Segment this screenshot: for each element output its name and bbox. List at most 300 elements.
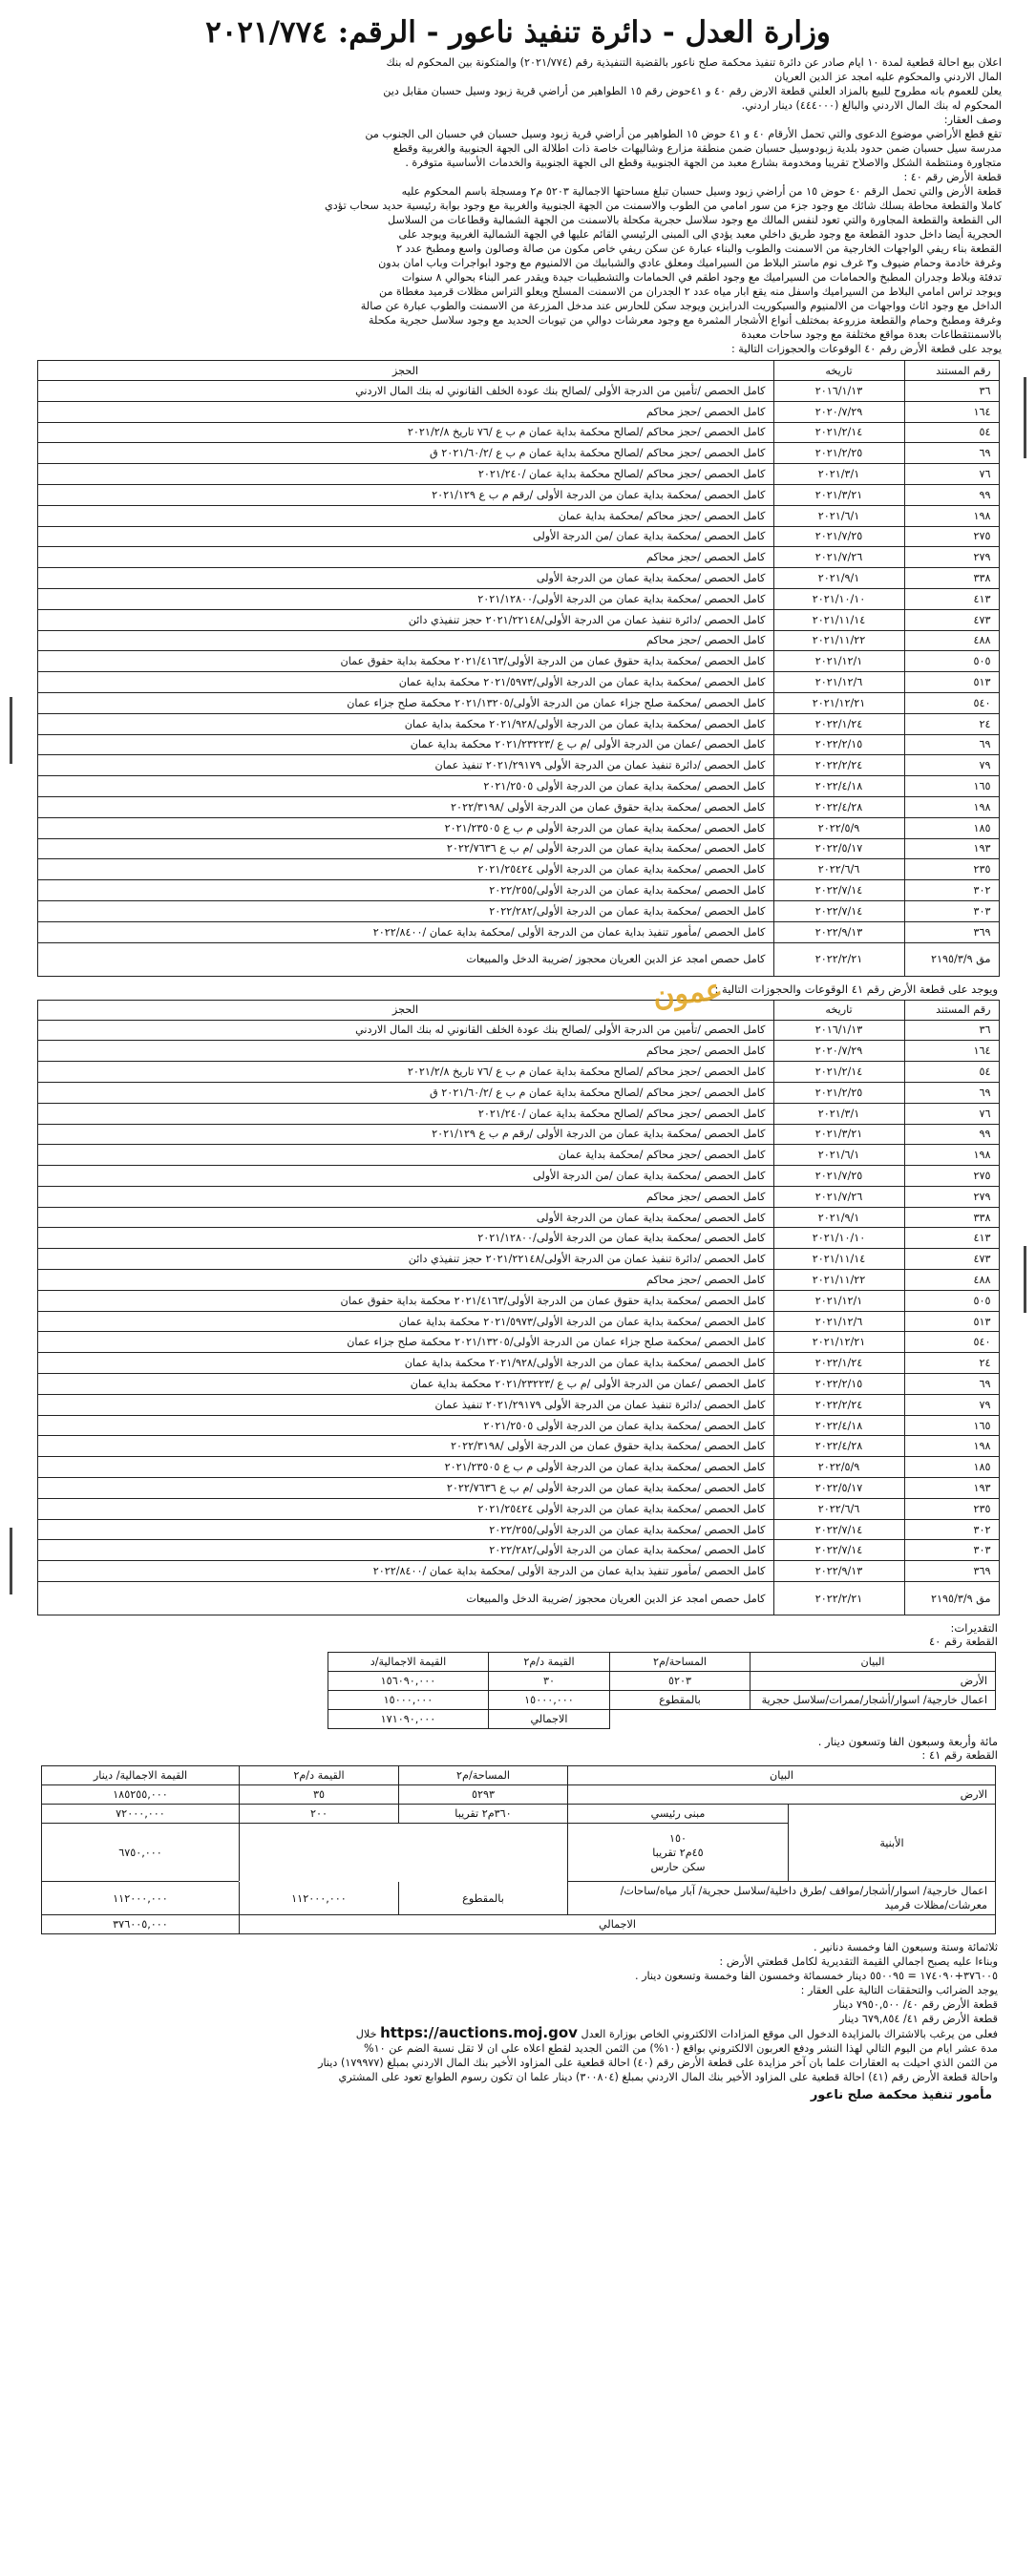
doc-number-cell: ٥١٣	[904, 1311, 999, 1332]
table-row	[37, 880, 999, 901]
date-cell: ٢٠٢٢/٥/١٧	[773, 1478, 904, 1499]
intro-line: وغرفة ومطبخ وحمام والقطعة مزروعة بمختلف أنواع الأشجار المثمرة مع وجود معرشات دوالي من تيوبات الحديد مع وجود سلاسل حجرية مكحلة	[369, 314, 1002, 327]
watermark-stamp: عمون	[651, 972, 725, 1014]
date-cell: ٢٠٢١/٢/٢٥	[773, 443, 904, 464]
seizure-cell: كامل الحصص /محكمة بداية عمان من الدرجة الأولى/٢٠٢١/١٢٨٠٠	[37, 1228, 773, 1249]
plot-40-label: القطعة رقم ٤٠	[928, 1635, 998, 1649]
doc-number-cell: ٧٦	[904, 464, 999, 485]
val-col-total: القيمة الاجمالية/د	[328, 1653, 489, 1672]
date-cell: ٢٠٢٢/٥/٩	[773, 1457, 904, 1478]
footer-text	[38, 1940, 998, 2026]
doc-number-cell: ٤٧٣	[904, 1249, 999, 1270]
intro-line: قطعة الأرض والتي تحمل الرقم ٤٠ حوض ١٥ من أراضي زبود وسيل حسبان تبلغ مساحتها الاجمالية ٥٢٠٣ م٢ ومسجلة باسم المحكوم عليه	[401, 185, 1002, 198]
doc-number-cell: ٦٩	[904, 734, 999, 755]
doc-number-cell: ٣٦	[904, 381, 999, 402]
date-cell: ٢٠٢١/٢/١٤	[773, 1062, 904, 1083]
date-cell: ٢٠٢٢/٥/١٧	[773, 838, 904, 859]
date-cell: ٢٠٢٢/٢/١٥	[773, 1374, 904, 1395]
val-item: اعمال خارجية/ اسوار/أشجار/مواقف /طرق داخلية/سلاسل حجرية/ آبار مياه/ساحات/ معرشات/مظلات قرميد	[568, 1882, 996, 1915]
val-col-unit-price: القيمة د/م٢	[489, 1653, 610, 1672]
val-total-label: الاجمالي	[489, 1710, 610, 1729]
table-row	[37, 1145, 999, 1166]
val-total-value: ١٧١٠٩٠,٠٠٠	[328, 1710, 489, 1729]
valuation-row-works	[42, 1882, 996, 1915]
doc-number-cell: ٤٨٨	[904, 630, 999, 651]
seizure-cell: كامل الحصص /حجز محاكم /محكمة بداية عمان	[37, 505, 773, 526]
page-edge-mark	[10, 697, 12, 764]
table-row	[37, 1124, 999, 1145]
table-row	[37, 1228, 999, 1249]
doc-number-cell: ١٦٥	[904, 776, 999, 797]
doc-number-cell: ٥١٣	[904, 672, 999, 693]
table-row	[37, 484, 999, 505]
table-row	[37, 547, 999, 568]
intro-line: متجاورة ومنتظمة الشكل والاصلاح تقريبا ومخدومة بشارع معبد من الجهة الجنوبية وقطع الى الجهة الجنوبية والخدمات الأساسية متوفرة .	[405, 157, 1002, 169]
seizure-cell: كامل الحصص /حجز محاكم /محكمة بداية عمان	[37, 1145, 773, 1166]
date-cell: ٢٠٢١/٣/٢١	[773, 1124, 904, 1145]
date-cell: ٢٠٢٢/١/٢٤	[773, 1353, 904, 1374]
seizure-cell: كامل الحصص /محكمة بداية عمان من الدرجة الأولى ٢٠٢١/٢٥٠٥	[37, 776, 773, 797]
valuation-row-land	[328, 1672, 996, 1691]
date-cell: ٢٠٢٢/٧/١٤	[773, 1540, 904, 1561]
intro-line: يعلن للعموم بانه مطروح للبيع بالمزاد العلني قطعة الارض رقم ٤٠ و ٤١حوض رقم ١٥ الطواهير من أراضي قرية زبود وسيل حسبان مقابل دين	[383, 85, 1002, 97]
col-date: تاريخه	[773, 361, 904, 381]
val-total-value: ٣٧٦٠٠٥,٠٠٠	[42, 1915, 240, 1934]
doc-number-cell: ٥٤٠	[904, 692, 999, 713]
doc-number-cell: ٤١٣	[904, 1228, 999, 1249]
doc-number-cell: ٢٣٥	[904, 1498, 999, 1519]
date-cell: ٢٠٢١/١٢/٦	[773, 672, 904, 693]
seizure-cell: كامل الحصص /محكمة بداية عمان من الدرجة الأولى/٢٠٢٢/٢٨٢	[37, 1540, 773, 1561]
doc-number-cell: ٢٧٩	[904, 1186, 999, 1207]
seizure-cell: كامل الحصص /حجز محاكم	[37, 547, 773, 568]
date-cell: ٢٠٢٢/٦/٦	[773, 1498, 904, 1519]
val-col-area: المساحة/م٢	[610, 1653, 751, 1672]
auction-instructions	[38, 2026, 998, 2084]
date-cell: ٢٠٢١/١٢/١	[773, 1290, 904, 1311]
valuation-label: التقديرات:	[950, 1621, 998, 1636]
val-guard-price: ١٥٠	[668, 1831, 687, 1845]
date-cell: ٢٠٢٢/٢/٢١	[773, 942, 904, 976]
val-unit-price: ٢٠٠	[240, 1805, 399, 1824]
val-area: ٣٦٠م٢ تقريبا	[399, 1805, 568, 1824]
doc-number-cell: ٣٦٩	[904, 1561, 999, 1582]
doc-number-cell: ١٩٨	[904, 1145, 999, 1166]
doc-number-cell: ٣٣٨	[904, 1207, 999, 1228]
doc-number-cell: ٣٠٢	[904, 1519, 999, 1540]
date-cell: ٢٠٢١/١٢/٢١	[773, 692, 904, 713]
intro-line: الحجرية أيضا داخل حدود القطعة مع وجود طريق داخلي معبد يؤدي الى المبنى الرئيسي القائم عليها في الجهة الشمالية الغربية ويوجد على	[398, 228, 1002, 241]
date-cell: ٢٠٢١/١٢/٦	[773, 1311, 904, 1332]
table-row	[37, 464, 999, 485]
doc-number-cell: ١٨٥	[904, 817, 999, 838]
table-row	[37, 1415, 999, 1436]
valuation-row-total	[42, 1915, 996, 1934]
seizure-cell: كامل الحصص /حجز محاكم	[37, 1270, 773, 1291]
date-cell: ٢٠٢١/٦/١	[773, 505, 904, 526]
table-row	[37, 776, 999, 797]
date-cell: ٢٠٢١/١٠/١٠	[773, 1228, 904, 1249]
intro-line: ويوجد تراس امامي البلاط من السيراميك واسفل منه يقع ابار مياه عدد ٢ الجدران من الاسمنت المسلح ويعلو التراس مظلات قرميد مغطاة من	[378, 285, 1002, 298]
date-cell: ٢٠٢١/١٢/٢١	[773, 1332, 904, 1353]
table-header-row	[37, 1000, 999, 1020]
seizure-cell: كامل الحصص /حجز محاكم	[37, 1041, 773, 1062]
val-unit-price: ١١٢٠٠٠,٠٠٠	[240, 1882, 399, 1915]
seizure-cell: كامل الحصص /عمان من الدرجة الأولى /م ب ع /٢٠٢١/٢٣٢٢٣ محكمة بداية عمان	[37, 1374, 773, 1395]
table-row	[37, 692, 999, 713]
seizure-cell: كامل الحصص /محكمة بداية عمان من الدرجة الأولى /م ب ع ٢٠٢٢/٧٦٣٦	[37, 1478, 773, 1499]
plot-41-label: القطعة رقم ٤١ :	[921, 1748, 998, 1763]
val-item: الارض	[568, 1785, 996, 1805]
intro-line: الى القطعة والقطعة المجاورة والتي تعود لنفس المالك مع وجود سلاسل حجرية مكحلة بالاسمنت من الجهة الشمالية وقطاعات من السلاسل	[387, 214, 1002, 226]
seizure-cell: كامل الحصص /محكمة بداية عمان من الدرجة الأولى /رقم م ب ع ٢٠٢١/١٢٩	[37, 484, 773, 505]
table-row	[37, 1540, 999, 1561]
footer-line: قطعة الأرض رقم ٤٠/ ٧٩٥٠,٥٠٠ دينار	[833, 1998, 998, 2012]
doc-number-cell: ٢٧٩	[904, 547, 999, 568]
table-row	[37, 1332, 999, 1353]
seizure-cell: كامل الحصص /حجز محاكم	[37, 401, 773, 422]
doc-number-cell: ٣٦	[904, 1020, 999, 1041]
seizure-cell: كامل الحصص /حجز محاكم /لصالح محكمة بداية عمان م ب ع /٧٦ تاريخ ٢٠٢١/٢/٨	[37, 1062, 773, 1083]
footer-line: وبناءا عليه يصبح اجمالي القيمة التقديرية لكامل قطعتي الأرض :	[719, 1955, 998, 1969]
val-area: ٥٢٠٣	[610, 1672, 751, 1691]
page-title: وزارة العدل - دائرة تنفيذ ناعور - الرقم: ٢٠٢١/٧٧٤	[205, 15, 831, 50]
table-row	[37, 796, 999, 817]
date-cell: ٢٠٢٢/٤/٢٨	[773, 796, 904, 817]
table-row	[37, 942, 999, 976]
intro-text	[34, 55, 1002, 356]
footer-line: ثلاثمائة وستة وسبعون الفا وخمسة دنانير .	[814, 1941, 998, 1954]
valuation-row-works	[328, 1691, 996, 1710]
table-row	[37, 568, 999, 589]
doc-number-cell: ٥٠٥	[904, 1290, 999, 1311]
date-cell: ٢٠٢١/٣/١	[773, 464, 904, 485]
seizure-cell: كامل الحصص /حجز محاكم /لصالح محكمة بداية عمان /٢٠٢١/٢٤٠	[37, 464, 773, 485]
table-row	[37, 921, 999, 942]
intro-line: المحكوم له بنك المال الاردني والبالغ (٤٤٤٠٠٠) دينار اردني.	[741, 99, 1002, 112]
doc-number-cell: ٣٣٨	[904, 568, 999, 589]
table-row	[37, 1457, 999, 1478]
date-cell: ٢٠٢١/٣/٢١	[773, 484, 904, 505]
encumbrances-table-plot-41	[37, 1000, 1000, 1616]
valuation-table-plot-40	[328, 1652, 996, 1729]
table-row	[37, 1582, 999, 1615]
seizure-cell: كامل الحصص /محكمة بداية عمان من الدرجة الأولى م ب ع ٢٠٢١/٢٣٥٠٥	[37, 817, 773, 838]
doc-number-cell: ١٦٤	[904, 401, 999, 422]
date-cell: ٢٠٢١/٣/١	[773, 1103, 904, 1124]
val-unit-price: ٣٥	[240, 1785, 399, 1805]
footer-line: قطعة الأرض رقم ٤١/ ٦٧٩,٨٥٤ دينار	[838, 2013, 998, 2026]
intro-line: المال الاردني والمحكوم عليه امجد عز الدين العريان	[774, 71, 1002, 83]
doc-number-cell: ١٩٨	[904, 1436, 999, 1457]
auction-line: واحالة قطعة الأرض رقم (٤١) احالة قطعية على المزاود الأخير بنك المال الاردني بمبلغ (٣٠٠٨٠٤) دينار علما ان تكون رسوم الطوابع تعود على المشتري	[338, 2071, 998, 2084]
seizure-cell: كامل الحصص /دائرة تنفيذ عمان من الدرجة الأولى/٢٠٢١/٢٢١٤٨ حجز تنفيذي دائن	[37, 609, 773, 630]
val-col-item: البيان	[568, 1766, 996, 1785]
valuation-row-main-building	[42, 1805, 996, 1824]
intro-line: وغرفة خادمة وحمام ضيوف و٣ غرف نوم ماستر البلاط من السيراميك ومعلق عادي والشبابيك من الالمنيوم مع وجود ابواجرات وباب امان بدون	[378, 257, 1002, 269]
val-guard-desc	[568, 1824, 789, 1882]
table-row	[37, 1519, 999, 1540]
footer-line: يوجد الضرائب والتحققات التالية على العقار :	[800, 1984, 998, 1997]
seizure-cell: كامل الحصص /محكمة بداية عمان من الدرجة الأولى	[37, 1207, 773, 1228]
date-cell: ٢٠٢٢/٩/١٣	[773, 921, 904, 942]
date-cell: ٢٠٢٢/٢/٢٤	[773, 1394, 904, 1415]
doc-number-cell: ١٦٤	[904, 1041, 999, 1062]
table-row	[37, 713, 999, 734]
doc-number-cell: ٤١٣	[904, 588, 999, 609]
date-cell: ٢٠٢٢/٧/١٤	[773, 1519, 904, 1540]
doc-number-cell: ١٩٨	[904, 796, 999, 817]
seizure-cell: كامل الحصص /تأمين من الدرجة الأولى /لصالح بنك عودة الخلف القانوني له بنك المال الاردني	[37, 1020, 773, 1041]
seizure-cell: كامل الحصص /تأمين من الدرجة الأولى /لصالح بنك عودة الخلف القانوني له بنك المال الاردني	[37, 381, 773, 402]
val-item: اعمال خارجية/ اسوار/أشجار/ممرات/سلاسل حجرية	[751, 1691, 996, 1710]
seizure-cell: كامل الحصص /محكمة بداية عمان من الدرجة الأولى	[37, 568, 773, 589]
val-total: ١٨٥٢٥٥,٠٠٠	[42, 1785, 240, 1805]
val-col-unit-price: القيمة د/م٢	[240, 1766, 399, 1785]
date-cell: ٢٠١٦/١/١٣	[773, 1020, 904, 1041]
intro-line: القطعة بناء ريفي الواجهات الخارجية من الاسمنت والطوب والبناء عبارة عن سكن ريفي خاص مكون من صالة وصالون واسع ومطبخ عدد ٢	[396, 243, 1002, 255]
doc-number-cell: ٢٧٥	[904, 526, 999, 547]
seizure-cell: كامل الحصص /دائرة تنفيذ عمان من الدرجة الأولى ٢٠٢١/٢٩١٧٩ تنفيذ عمان	[37, 755, 773, 776]
date-cell: ٢٠٢٢/٢/١٥	[773, 734, 904, 755]
val-total-label: الاجمالي	[240, 1915, 996, 1934]
table-row	[37, 1311, 999, 1332]
doc-number-cell: ٥٤٠	[904, 1332, 999, 1353]
table-row	[37, 1436, 999, 1457]
date-cell: ٢٠٢١/٧/٢٦	[773, 547, 904, 568]
table-row	[37, 1103, 999, 1124]
page-edge-mark	[1024, 1246, 1026, 1313]
date-cell: ٢٠٢١/٦/١	[773, 1145, 904, 1166]
doc-number-cell: ٤٨٨	[904, 1270, 999, 1291]
intro-line: اعلان بيع احالة قطعية لمدة ١٠ ايام صادر عن دائرة تنفيذ محكمة صلح ناعور بالقضية التنفيذية رقم (٢٠٢١/٧٧٤) والمتكونة بين المحكوم له بنك	[386, 56, 1002, 69]
announcement-page	[27, 0, 1009, 2102]
doc-number-cell: ٢٣٥	[904, 859, 999, 880]
val-col-area: المساحة/م٢	[399, 1766, 568, 1785]
seizure-cell: كامل الحصص /محكمة بداية عمان من الدرجة الأولى ٢٠٢١/٢٥٤٢٤	[37, 1498, 773, 1519]
seizure-cell: كامل الحصص /محكمة بداية عمان /من الدرجة الأولى	[37, 526, 773, 547]
table-row	[37, 1207, 999, 1228]
page-edge-mark	[10, 1528, 12, 1594]
table-row	[37, 422, 999, 443]
table-row	[37, 755, 999, 776]
intro-line: تدفئة وبلاط وجدران المطبخ والحمامات من السيراميك مع وجود اطقم في الحمامات والتشطيبات جيدة ويقدر عمر البناء بحوالي ٨ سنوات	[401, 271, 1002, 284]
date-cell: ٢٠٢١/١١/٢٢	[773, 1270, 904, 1291]
date-cell: ٢٠٢٠/٧/٢٩	[773, 401, 904, 422]
seizure-cell: كامل حصص امجد عز الدين العريان محجوز /ضريبة الدخل والمبيعات	[37, 1582, 773, 1615]
table-row	[37, 859, 999, 880]
seizure-cell: كامل الحصص /مأمور تنفيذ بداية عمان من الدرجة الأولى /محكمة بداية عمان /٢٠٢٢/٨٤٠٠	[37, 921, 773, 942]
seizure-cell: كامل الحصص /محكمة بداية عمان من الدرجة الأولى ٢٠٢١/٢٥٠٥	[37, 1415, 773, 1436]
doc-number-cell: ١٦٥	[904, 1415, 999, 1436]
date-cell: ٢٠٢١/٢/١٤	[773, 422, 904, 443]
seizure-cell: كامل الحصص /حجز محاكم /لصالح محكمة بداية عمان م ب ع /٧٦ تاريخ ٢٠٢١/٢/٨	[37, 422, 773, 443]
seizure-cell: كامل الحصص /حجز محاكم /لصالح محكمة بداية عمان م ب ع /٢٠٢١/٦٠/٢ ق	[37, 443, 773, 464]
table-row	[37, 1062, 999, 1083]
seizure-cell: كامل الحصص /دائرة تنفيذ عمان من الدرجة الأولى/٢٠٢١/٢٢١٤٨ حجز تنفيذي دائن	[37, 1249, 773, 1270]
seizure-cell: كامل الحصص /محكمة صلح جزاء عمان من الدرجة الأولى/٢٠٢١/١٣٢٠٥ محكمة صلح جزاء عمان	[37, 1332, 773, 1353]
valuation-header-row	[328, 1653, 996, 1672]
valuation-row-land	[42, 1785, 996, 1805]
date-cell: ٢٠٢٠/٧/٢٩	[773, 1041, 904, 1062]
table-row	[37, 401, 999, 422]
val-buildings-group: الأبنية	[789, 1805, 996, 1882]
doc-number-cell: ٦٩	[904, 1082, 999, 1103]
table-row	[37, 838, 999, 859]
seizure-cell: كامل الحصص /محكمة بداية حقوق عمان من الدرجة الأولى/٢٠٢١/٤١٦٣ محكمة بداية حقوق عمان	[37, 1290, 773, 1311]
table-row	[37, 588, 999, 609]
doc-number-cell: ٧٦	[904, 1103, 999, 1124]
table-row	[37, 651, 999, 672]
valuation-header-row	[42, 1766, 996, 1785]
plot-40-total-words: مائة وأربعة وسبعون الفا وتسعون دينار .	[817, 1735, 998, 1749]
date-cell: ٢٠٢١/١١/١٤	[773, 1249, 904, 1270]
page-edge-mark	[1024, 377, 1026, 458]
seizure-cell: كامل الحصص /محكمة بداية عمان من الدرجة الأولى/٢٠٢٢/٢٥٥	[37, 880, 773, 901]
doc-number-cell: ٧٩	[904, 755, 999, 776]
doc-number-cell: ٣٦٩	[904, 921, 999, 942]
doc-number-cell: ٩٩	[904, 484, 999, 505]
val-item: الأرض	[751, 1672, 996, 1691]
doc-number-cell: ٥٤	[904, 1062, 999, 1083]
val-total: ٦٧٥٠,٠٠٠	[42, 1824, 240, 1882]
date-cell: ٢٠٢٢/٤/١٨	[773, 776, 904, 797]
doc-number-cell: ٤٧٣	[904, 609, 999, 630]
table-row	[37, 1498, 999, 1519]
seizure-cell: كامل الحصص /حجز محاكم /لصالح محكمة بداية عمان /٢٠٢١/٢٤٠	[37, 1103, 773, 1124]
seizure-cell: كامل الحصص /محكمة بداية عمان من الدرجة الأولى/٢٠٢١/٩٢٨ محكمة بداية عمان	[37, 1353, 773, 1374]
doc-number-cell: مق ٢١٩٥/٣/٩	[904, 1582, 999, 1615]
seizure-cell: كامل حصص امجد عز الدين العريان محجوز /ضريبة الدخل والمبيعات	[37, 942, 773, 976]
doc-number-cell: ٣٠٣	[904, 900, 999, 921]
date-cell: ٢٠٢٢/٤/٢٨	[773, 1436, 904, 1457]
doc-number-cell: ٢٤	[904, 713, 999, 734]
intro-line: تقع قطع الأراضي موضوع الدعوى والتي تحمل الأرقام ٤٠ و ٤١ حوض ١٥ الطواهير من أراضي قرية زبود وسيل حسبان في حسبان الى الجنوب من	[365, 128, 1002, 140]
table-row	[37, 1374, 999, 1395]
doc-number-cell: ٦٩	[904, 443, 999, 464]
section-label-plot-41: ويوجد على قطعة الأرض رقم ٤١ الوقوعات والحجوزات التالية :	[714, 982, 998, 996]
date-cell: ٢٠٢٢/١/٢٤	[773, 713, 904, 734]
auction-url-link[interactable]: https://auctions.moj.gov	[380, 2024, 578, 2042]
val-col-total: القيمة الاجمالية/ دينار	[42, 1766, 240, 1785]
val-area: ٥٢٩٣	[399, 1785, 568, 1805]
date-cell: ٢٠٢٢/٦/٦	[773, 859, 904, 880]
table-row	[37, 443, 999, 464]
table-row	[37, 1478, 999, 1499]
date-cell: ٢٠١٦/١/١٣	[773, 381, 904, 402]
auction-line: مدة عشر ايام من اليوم التالي لهذا النشر ودفع العربون الالكتروني بواقع (١٠%) من الثمن الجديد لقطع اعلاه على ان لا تقل نسبة الضم عن ١٠%	[364, 2042, 998, 2056]
table-row	[37, 900, 999, 921]
date-cell: ٢٠٢١/٢/٢٥	[773, 1082, 904, 1103]
table-row	[37, 1020, 999, 1041]
table-row	[37, 1353, 999, 1374]
doc-number-cell: ٣٠٣	[904, 1540, 999, 1561]
seizure-cell: كامل الحصص /حجز محاكم	[37, 1186, 773, 1207]
seizure-cell: كامل الحصص /حجز محاكم /لصالح محكمة بداية عمان م ب ع /٢٠٢١/٦٠/٢ ق	[37, 1082, 773, 1103]
date-cell: ٢٠٢١/٧/٢٥	[773, 526, 904, 547]
auction-line	[38, 2026, 998, 2041]
seizure-cell: كامل الحصص /محكمة صلح جزاء عمان من الدرجة الأولى/٢٠٢١/١٣٢٠٥ محكمة صلح جزاء عمان	[37, 692, 773, 713]
table-row	[37, 1394, 999, 1415]
val-item: مبنى رئيسي	[568, 1805, 789, 1824]
doc-number-cell: ٦٩	[904, 1374, 999, 1395]
date-cell: ٢٠٢١/٩/١	[773, 1207, 904, 1228]
doc-number-cell: ١٩٣	[904, 1478, 999, 1499]
intro-line: الداخل مع وجود اثاث وواجهات من الالمنيوم والسيكوريت الدرابزين ويوجد سكن للحارس عند مدخل المزرعة من الاسمنت والطوب عبارة عن صالة	[360, 300, 1002, 312]
valuation-row-total	[328, 1710, 996, 1729]
val-unit-price: ٣٠	[489, 1672, 610, 1691]
table-row	[37, 734, 999, 755]
encumbrances-table-plot-40	[37, 360, 1000, 977]
seizure-cell: كامل الحصص /محكمة بداية عمان من الدرجة الأولى/٢٠٢٢/٢٨٢	[37, 900, 773, 921]
date-cell: ٢٠٢٢/٧/١٤	[773, 900, 904, 921]
seizure-cell: كامل الحصص /عمان من الدرجة الأولى /م ب ع /٢٠٢١/٢٣٢٢٣ محكمة بداية عمان	[37, 734, 773, 755]
val-area: بالمقطوع	[399, 1882, 568, 1915]
doc-number-cell: ٩٩	[904, 1124, 999, 1145]
intro-line: مدرسة سيل حسبان ضمن حدود بلدية زبودوسيل حسبان ضمن منطقة مزارع وشاليهات خاصة ذات اطلالة الى الجهة الجنوبية والغربية وقطع	[392, 142, 1002, 155]
auction-within: خلال	[355, 2028, 377, 2041]
intro-line: بالاسمنتقطاعات بعدة مواقع مختلفة مع وجود ساحات معبدة	[741, 328, 1002, 341]
val-guard-area: ٤٥م٢ تقريبا	[652, 1846, 704, 1859]
table-row	[37, 1082, 999, 1103]
seizure-cell: كامل الحصص /محكمة بداية حقوق عمان من الدرجة الأولى /٢٠٢٢/٣١٩٨	[37, 1436, 773, 1457]
date-cell: ٢٠٢٢/٥/٩	[773, 817, 904, 838]
seizure-cell: كامل الحصص /محكمة بداية عمان من الدرجة الأولى/٢٠٢١/٥٩٧٣ محكمة بداية عمان	[37, 1311, 773, 1332]
table-row	[37, 526, 999, 547]
seizure-cell: كامل الحصص /محكمة بداية حقوق عمان من الدرجة الأولى /٢٠٢٢/٣١٩٨	[37, 796, 773, 817]
date-cell: ٢٠٢١/١١/٢٢	[773, 630, 904, 651]
date-cell: ٢٠٢١/٧/٢٥	[773, 1166, 904, 1187]
date-cell: ٢٠٢١/٧/٢٦	[773, 1186, 904, 1207]
seizure-cell: كامل الحصص /محكمة بداية عمان /من الدرجة الأولى	[37, 1166, 773, 1187]
col-seizure: الحجز	[37, 1000, 773, 1020]
val-total: ٧٢٠٠٠,٠٠٠	[42, 1805, 240, 1824]
seizure-cell: كامل الحصص /محكمة بداية عمان من الدرجة الأولى/٢٠٢٢/٢٥٥	[37, 1519, 773, 1540]
doc-number-cell: ٧٩	[904, 1394, 999, 1415]
table-row	[37, 1290, 999, 1311]
seizure-cell: كامل الحصص /محكمة بداية عمان من الدرجة الأولى/٢٠٢١/٥٩٧٣ محكمة بداية عمان	[37, 672, 773, 693]
seizure-cell: كامل الحصص /محكمة بداية عمان من الدرجة الأولى /م ب ع ٢٠٢٢/٧٦٣٦	[37, 838, 773, 859]
table-header-row	[37, 361, 999, 381]
intro-line: كاملا والقطعة محاطة بسلك شائك مع وجود جزء من سور امامي من الطوب والاسمنت من الجهة الجنوبية والغربية مع وجود بوابة رئيسية حديد سحاب تؤدي	[325, 200, 1002, 212]
col-doc-number: رقم المستند	[904, 1000, 999, 1020]
val-unit-price: ١٥٠٠٠,٠٠٠	[489, 1691, 610, 1710]
table-row	[37, 1186, 999, 1207]
auction-intro: فعلى من يرغب بالاشتراك بالمزايدة الدخول الى موقع المزادات الالكتروني الخاص بوزارة العدل	[581, 2028, 998, 2041]
intro-line: يوجد على قطعة الأرض رقم ٤٠ الوقوعات والحجوزات التالية :	[730, 343, 1002, 355]
doc-number-cell: ١٩٨	[904, 505, 999, 526]
date-cell: ٢٠٢١/١١/١٤	[773, 609, 904, 630]
doc-number-cell: مق ٢١٩٥/٣/٩	[904, 942, 999, 976]
table-row	[37, 630, 999, 651]
intro-line: وصف العقار:	[943, 114, 1002, 126]
seizure-cell: كامل الحصص /مأمور تنفيذ بداية عمان من الدرجة الأولى /محكمة بداية عمان /٢٠٢٢/٨٤٠٠	[37, 1561, 773, 1582]
table-row	[37, 1166, 999, 1187]
col-date: تاريخه	[773, 1000, 904, 1020]
seizure-cell: كامل الحصص /محكمة بداية عمان من الدرجة الأولى/٢٠٢١/١٢٨٠٠	[37, 588, 773, 609]
table-row	[37, 381, 999, 402]
date-cell: ٢٠٢٢/٢/٢١	[773, 1582, 904, 1615]
table-row	[37, 1041, 999, 1062]
val-total: ١٥٠٠٠,٠٠٠	[328, 1691, 489, 1710]
seizure-cell: كامل الحصص /محكمة بداية عمان من الدرجة الأولى/٢٠٢١/٩٢٨ محكمة بداية عمان	[37, 713, 773, 734]
date-cell: ٢٠٢١/١٠/١٠	[773, 588, 904, 609]
date-cell: ٢٠٢٢/٧/١٤	[773, 880, 904, 901]
seizure-cell: كامل الحصص /محكمة بداية حقوق عمان من الدرجة الأولى/٢٠٢١/٤١٦٣ محكمة بداية حقوق عمان	[37, 651, 773, 672]
table-row	[37, 505, 999, 526]
val-total: ١٥٦٠٩٠,٠٠٠	[328, 1672, 489, 1691]
date-cell: ٢٠٢٢/٢/٢٤	[773, 755, 904, 776]
